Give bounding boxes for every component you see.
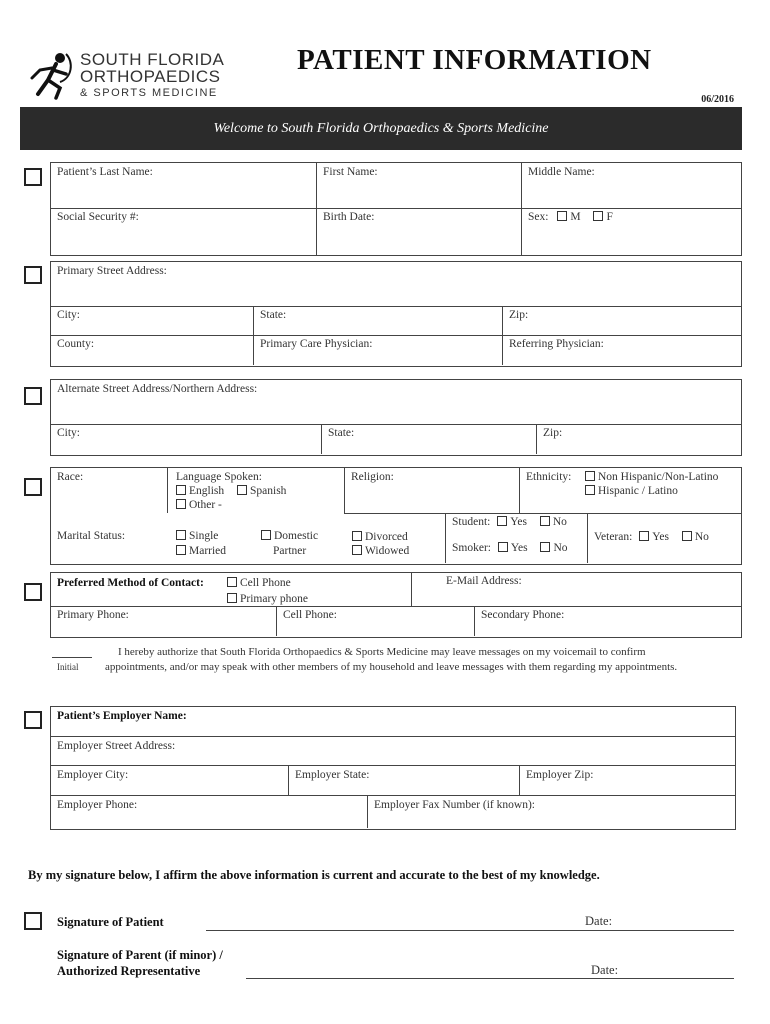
married-label: Married: [189, 545, 227, 557]
single-checkbox[interactable]: [176, 530, 186, 540]
runner-logo-icon: [26, 50, 78, 102]
cell-phone-option-label: Cell Phone: [240, 577, 291, 589]
student-yes-label: Yes: [510, 516, 527, 528]
primary-phone-option-label: Primary phone: [240, 593, 309, 605]
cell-phone-field[interactable]: Cell Phone:: [283, 609, 337, 621]
alt-zip-field[interactable]: Zip:: [543, 427, 563, 439]
authorization-line-2: appointments, and/or may speak with other members of my household and leave messages with them regarding my appointments.: [105, 661, 678, 673]
employer-street-field[interactable]: Employer Street Address:: [57, 740, 176, 752]
birth-date-field[interactable]: Birth Date:: [323, 211, 375, 223]
language-label: Language Spoken:: [176, 471, 262, 483]
employer-zip-field[interactable]: Employer Zip:: [526, 769, 594, 781]
sex-f-label: F: [606, 211, 613, 223]
ethnicity-non-hispanic: [585, 471, 718, 483]
sex-field: [528, 211, 613, 223]
smoker-yes-label: Yes: [510, 542, 528, 554]
student-row: [452, 516, 567, 528]
first-name-field[interactable]: First Name:: [323, 166, 378, 178]
preferred-contact-label: Preferred Method of Contact:: [57, 577, 204, 589]
city-field[interactable]: City:: [57, 309, 81, 321]
primary-phone-checkbox[interactable]: [227, 593, 237, 603]
ethnicity-hispanic: [585, 485, 678, 497]
veteran-no-label: No: [694, 531, 709, 543]
veteran-yes-label: Yes: [652, 531, 669, 543]
alt-city-field[interactable]: City:: [57, 427, 81, 439]
initial-line[interactable]: [52, 657, 92, 658]
domestic-checkbox[interactable]: [261, 530, 271, 540]
race-field[interactable]: Race:: [57, 471, 84, 483]
spanish-checkbox[interactable]: [237, 485, 247, 495]
patient-date-label: Date:: [585, 914, 613, 928]
veteran-label: Veteran:: [594, 531, 633, 543]
primary-phone-field[interactable]: Primary Phone:: [57, 609, 129, 621]
primary-street-field[interactable]: Primary Street Address:: [57, 265, 167, 277]
religion-field[interactable]: Religion:: [351, 471, 394, 483]
employer-city-field[interactable]: Employer City:: [57, 769, 129, 781]
section-checkbox-employer[interactable]: [24, 711, 42, 729]
section-checkbox-address[interactable]: [24, 266, 42, 284]
widowed-label: Widowed: [365, 545, 410, 557]
county-field[interactable]: County:: [57, 338, 95, 350]
veteran-yes-checkbox[interactable]: [639, 531, 649, 541]
middle-name-field[interactable]: Middle Name:: [528, 166, 595, 178]
patient-name-section: [50, 162, 742, 256]
employer-section: [50, 706, 736, 830]
marital-widowed: [352, 545, 409, 557]
authorization-line-1: I hereby authorize that South Florida Orthopaedics & Sports Medicine may leave messages on my voicemail to confirm: [118, 646, 646, 658]
spanish-label: Spanish: [250, 485, 287, 497]
section-checkbox-patient[interactable]: [24, 168, 42, 186]
smoker-no-label: No: [553, 542, 568, 554]
affirmation-statement: By my signature below, I affirm the above information is current and accurate to the best of my knowledge.: [28, 868, 600, 882]
revision-date: 06/2016: [701, 94, 734, 105]
hispanic-label: Hispanic / Latino: [598, 485, 678, 497]
alt-state-field[interactable]: State:: [328, 427, 355, 439]
pcp-field[interactable]: Primary Care Physician:: [260, 338, 373, 350]
referring-field[interactable]: Referring Physician:: [509, 338, 604, 350]
patient-signature-label: Signature of Patient: [57, 915, 164, 929]
sex-m-checkbox[interactable]: [557, 211, 567, 221]
non-hispanic-label: Non Hispanic/Non-Latino: [598, 471, 719, 483]
initial-label: Initial: [57, 662, 79, 672]
section-checkbox-signature[interactable]: [24, 912, 42, 930]
state-field[interactable]: State:: [260, 309, 287, 321]
section-checkbox-contact[interactable]: [24, 583, 42, 601]
contact-primary-option: [227, 593, 308, 605]
smoker-label: Smoker:: [452, 542, 491, 554]
student-no-label: No: [552, 516, 567, 528]
divorced-label: Divorced: [365, 531, 408, 543]
english-checkbox[interactable]: [176, 485, 186, 495]
student-no-checkbox[interactable]: [540, 516, 550, 526]
welcome-banner: Welcome to South Florida Orthopaedics & Sports Medicine: [20, 107, 742, 150]
marital-status-label: Marital Status:: [57, 530, 126, 542]
sex-m-label: M: [570, 211, 581, 223]
alt-street-field[interactable]: Alternate Street Address/Northern Address:: [57, 383, 258, 395]
smoker-no-checkbox[interactable]: [540, 542, 550, 552]
section-checkbox-demographics[interactable]: [24, 478, 42, 496]
parent-date-label: Date:: [591, 963, 619, 977]
employer-phone-field[interactable]: Employer Phone:: [57, 799, 138, 811]
section-checkbox-alt-address[interactable]: [24, 387, 42, 405]
domestic-partner-label: Partner: [273, 545, 307, 557]
language-other: [176, 499, 222, 511]
email-field[interactable]: E-Mail Address:: [446, 575, 522, 587]
logo-line-3: & SPORTS MEDICINE: [80, 87, 218, 99]
logo-line-2: ORTHOPAEDICS: [80, 67, 221, 86]
smoker-yes-checkbox[interactable]: [498, 542, 508, 552]
marital-divorced: [352, 531, 408, 543]
marital-domestic: [261, 530, 318, 542]
smoker-row: [452, 542, 568, 554]
employer-state-field[interactable]: Employer State:: [295, 769, 370, 781]
zip-field[interactable]: Zip:: [509, 309, 529, 321]
parent-signature-line[interactable]: [246, 978, 734, 979]
other-language-checkbox[interactable]: [176, 499, 186, 509]
ethnicity-label: Ethnicity:: [526, 471, 572, 483]
student-label: Student:: [452, 516, 491, 528]
page-title: PATIENT INFORMATION: [297, 44, 652, 76]
employer-fax-field[interactable]: Employer Fax Number (if known):: [374, 799, 535, 811]
secondary-phone-field[interactable]: Secondary Phone:: [481, 609, 565, 621]
ssn-field[interactable]: Social Security #:: [57, 211, 139, 223]
patient-signature-line[interactable]: [206, 930, 734, 931]
married-checkbox[interactable]: [176, 545, 186, 555]
veteran-row: [594, 531, 709, 543]
marital-single: [176, 530, 218, 542]
cell-phone-checkbox[interactable]: [227, 577, 237, 587]
parent-signature-label-2: Authorized Representative: [57, 964, 201, 978]
single-label: Single: [189, 530, 219, 542]
logo: [26, 50, 226, 105]
last-name-field[interactable]: Patient’s Last Name:: [57, 166, 153, 178]
language-options: [176, 485, 286, 497]
widowed-checkbox[interactable]: [352, 545, 362, 555]
non-hispanic-checkbox[interactable]: [585, 471, 595, 481]
other-language-label: Other -: [189, 499, 222, 511]
parent-signature-label-1: Signature of Parent (if minor) /: [57, 948, 223, 962]
veteran-no-checkbox[interactable]: [682, 531, 692, 541]
domestic-label: Domestic: [274, 530, 319, 542]
marital-married: [176, 545, 226, 557]
english-label: English: [189, 485, 225, 497]
divorced-checkbox[interactable]: [352, 531, 362, 541]
sex-f-checkbox[interactable]: [593, 211, 603, 221]
student-yes-checkbox[interactable]: [497, 516, 507, 526]
contact-cell-option: [227, 577, 291, 589]
logo-line-1: SOUTH FLORIDA: [80, 50, 225, 69]
employer-name-field[interactable]: Patient’s Employer Name:: [57, 710, 187, 722]
sex-label: Sex:: [528, 211, 549, 223]
hispanic-checkbox[interactable]: [585, 485, 595, 495]
